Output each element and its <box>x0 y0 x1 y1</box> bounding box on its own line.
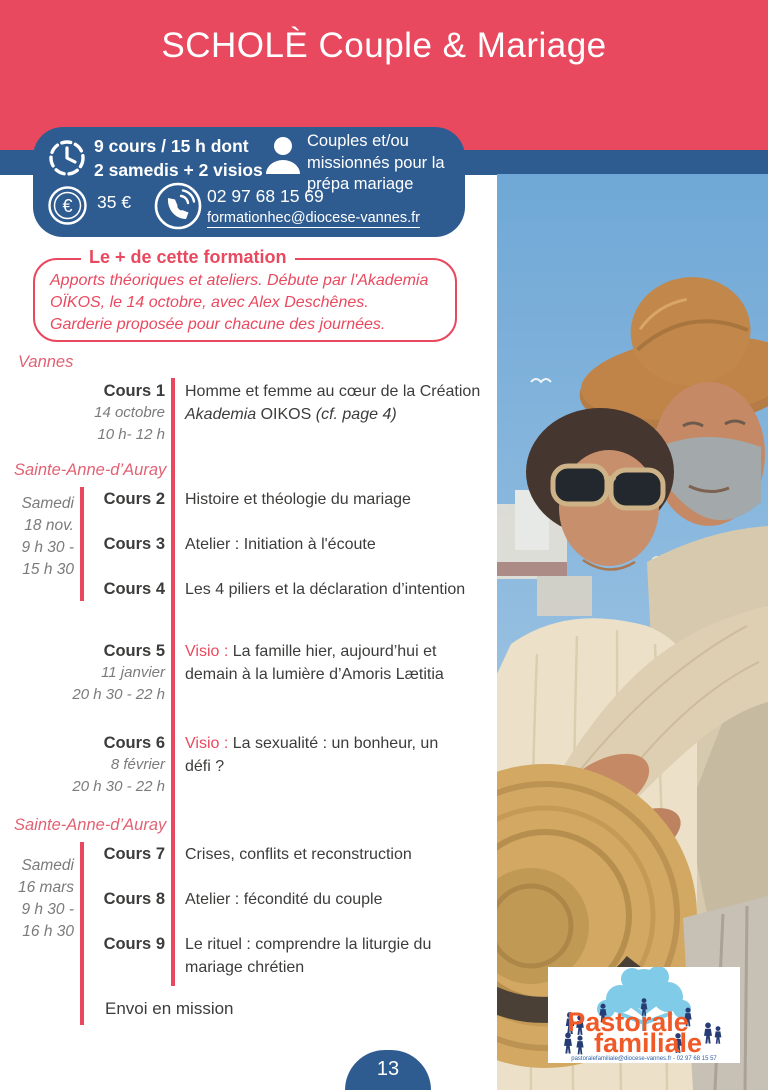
session-date-line: 9 h 30 - <box>21 901 74 918</box>
pastorale-familiale-logo <box>548 967 740 1063</box>
session-date-line: Samedi <box>21 495 74 512</box>
description-text: Homme et femme au cœur de la Création <box>185 383 481 400</box>
course-description <box>185 843 497 866</box>
email-link[interactable]: formationhec@diocese-vannes.fr <box>207 210 420 226</box>
description-text: mariage chrétien <box>185 959 305 976</box>
schedule-section <box>0 460 497 623</box>
session-date-line: 16 mars <box>18 879 74 896</box>
course-description <box>185 380 497 426</box>
description-text: (cf. page 4) <box>315 406 397 423</box>
date-group-line <box>80 842 84 1025</box>
logo-contact: pastoralefamiliale@diocese-vannes.fr - 02 97 68 15 57 <box>571 1056 717 1062</box>
phone-icon <box>153 181 203 231</box>
description-line <box>185 732 497 755</box>
description-text: demain à la lumière d’Amoris Lætitia <box>185 666 444 683</box>
course-description <box>185 533 497 556</box>
course-label: Cours 3 <box>103 535 165 553</box>
description-text: Les 4 piliers et la déclaration d’intention <box>185 581 466 598</box>
visio-tag: Visio : <box>185 643 229 660</box>
description-line <box>185 578 497 601</box>
description-text: Histoire et théologie du mariage <box>185 491 411 508</box>
course-description <box>185 732 497 778</box>
session-date <box>0 493 74 581</box>
session-date-line: 9 h 30 - <box>21 539 74 556</box>
course-label: Cours 7 <box>103 845 165 863</box>
course-label: Cours 4 <box>103 580 165 598</box>
highlight-text <box>35 260 455 336</box>
description-text: La sexualité : un bonheur, un <box>228 735 439 752</box>
description-line <box>185 888 497 911</box>
session-date <box>0 855 74 943</box>
course-label: Cours 6 <box>103 734 165 752</box>
info-badge <box>33 127 465 237</box>
location-heading: Vannes <box>18 353 74 371</box>
price-text: 35 € <box>97 192 132 212</box>
course-date: 20 h 30 - 22 h <box>72 686 165 703</box>
schedule-divider-line <box>171 378 175 986</box>
course-row <box>0 578 497 623</box>
course-label: Cours 1 <box>103 382 165 400</box>
description-text: défi ? <box>185 758 225 775</box>
course-description <box>185 488 497 511</box>
phone-number: 02 97 68 15 69 <box>207 186 324 206</box>
highlight-box <box>33 247 457 342</box>
course-column <box>0 732 165 798</box>
course-row <box>0 533 497 578</box>
schedule-section <box>0 352 497 472</box>
date-group-line <box>80 487 84 601</box>
logo-line2: familiale <box>593 1028 703 1058</box>
course-description <box>185 640 497 686</box>
course-date: 14 octobre <box>94 404 165 421</box>
course-date: 10 h- 12 h <box>97 426 165 443</box>
description-text: OIKOS <box>256 406 316 423</box>
session-date-line: 18 nov. <box>24 517 74 534</box>
highlight-line: Apports théoriques et ateliers. Débute par l'Akademia <box>50 272 429 289</box>
description-line <box>185 956 497 979</box>
description-text: Crises, conflits et reconstruction <box>185 846 412 863</box>
description-text: Akademia <box>185 406 257 423</box>
course-description <box>185 888 497 911</box>
audience-text: Couples et/ou missionnés pour la prépa mariage <box>307 132 445 193</box>
person-icon <box>263 134 303 176</box>
course-row <box>0 488 497 533</box>
course-row <box>0 933 497 999</box>
schedule-section <box>0 815 497 1019</box>
description-text: Le rituel : comprendre la liturgie du <box>185 936 432 953</box>
duration-text: 9 cours / 15 h dont 2 samedis + 2 visios <box>94 136 263 180</box>
highlight-line: OÏKOS, le 14 octobre, avec Alex Deschênes. <box>50 294 369 311</box>
logo-line1: Pastorale <box>567 1007 689 1037</box>
svg-text:€: € <box>62 196 73 216</box>
course-label: Cours 2 <box>103 490 165 508</box>
session-date-line: 15 h 30 <box>22 561 74 578</box>
course-row <box>0 380 497 472</box>
highlight-title: Le + de cette formation <box>81 247 295 268</box>
euro-icon <box>47 185 88 226</box>
description-line <box>185 640 497 663</box>
location-heading: Sainte-Anne-d’Auray <box>14 461 167 479</box>
description-text: La famille hier, aujourd’hui et <box>228 643 437 660</box>
description-line <box>185 380 497 403</box>
clock-icon <box>45 136 89 180</box>
description-text: Atelier : fécondité du couple <box>185 891 383 908</box>
course-date: 20 h 30 - 22 h <box>72 778 165 795</box>
session-date-line: Samedi <box>21 857 74 874</box>
course-date: 8 février <box>110 756 165 773</box>
course-label: Cours 9 <box>103 935 165 953</box>
location-heading: Sainte-Anne-d’Auray <box>14 816 167 834</box>
envoi-en-mission: Envoi en mission <box>105 999 234 1018</box>
description-text: Atelier : Initiation à l'écoute <box>185 536 376 553</box>
page-number: 13 <box>345 1050 431 1090</box>
description-line <box>185 843 497 866</box>
description-line <box>185 403 497 426</box>
highlight-line: Garderie proposée pour chacune des journées. <box>50 316 386 333</box>
course-row <box>0 843 497 888</box>
course-row <box>0 888 497 933</box>
course-row <box>0 640 497 732</box>
session-date-line: 16 h 30 <box>22 923 74 940</box>
description-line <box>185 933 497 956</box>
visio-tag: Visio : <box>185 735 229 752</box>
description-line <box>185 533 497 556</box>
course-column <box>0 380 165 446</box>
page-title: SCHOLÈ Couple & Mariage <box>161 26 607 65</box>
course-description <box>185 578 497 601</box>
schedule-section <box>0 640 497 824</box>
description-line <box>185 663 497 686</box>
course-label: Cours 5 <box>103 642 165 660</box>
course-row <box>0 732 497 824</box>
description-line <box>185 488 497 511</box>
description-line <box>185 755 497 778</box>
course-description <box>185 933 497 979</box>
course-date: 11 janvier <box>101 664 165 681</box>
course-label: Cours 8 <box>103 890 165 908</box>
course-column <box>0 640 165 706</box>
couple-photo <box>497 174 768 1090</box>
